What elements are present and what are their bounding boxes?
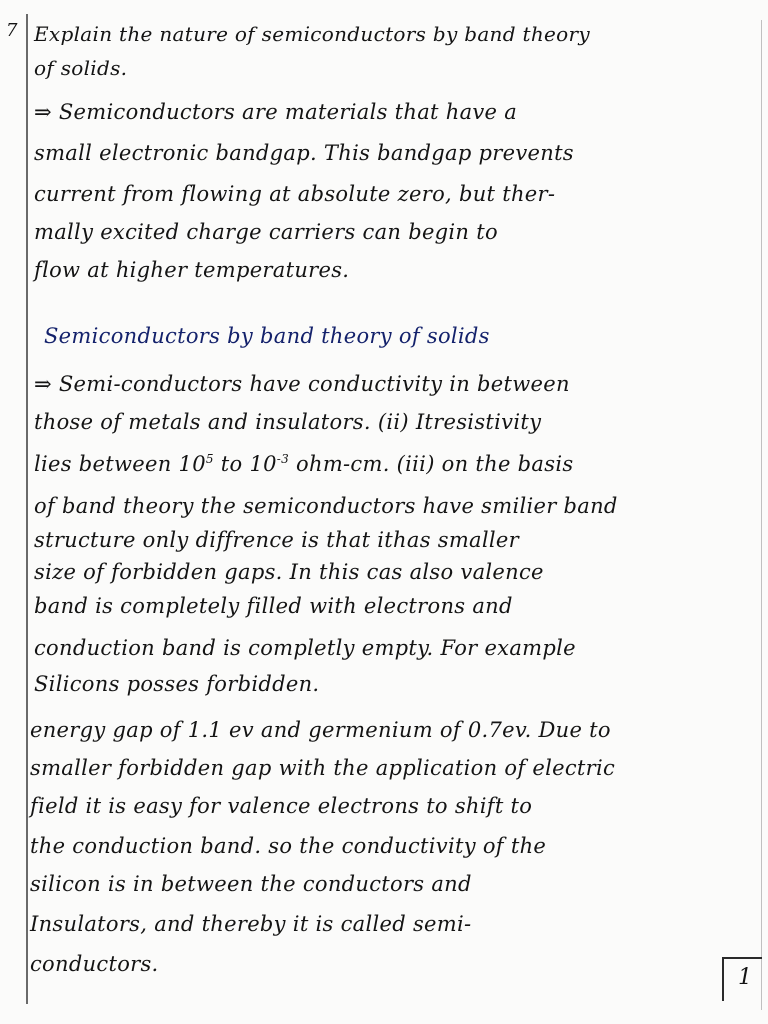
conclusion-line-3: field it is easy for valence electrons to shift to [30,794,533,818]
question-text-line-1: Explain the nature of semiconductors by band theory [34,22,590,46]
conclusion-line-6: Insulators, and thereby it is called semi- [30,912,472,936]
conclusion-line-1: energy gap of 1.1 ev and germenium of 0.7ev. Due to [30,718,611,742]
band-line-9: Silicons posses forbidden. [34,672,320,696]
page-edge [761,20,762,1010]
band-line-1: ⇒ Semi-conductors have conductivity in between [34,372,570,396]
conclusion-line-7: conductors. [30,952,159,976]
band-line-5: structure only diffrence is that ithas smaller [34,528,519,552]
exponent-2: -3 [276,452,290,466]
band-line-8: conduction band is completly empty. For example [34,636,576,660]
question-text-line-2: of solids. [34,56,128,80]
answer-line-1: ⇒ Semiconductors are materials that have a [34,100,518,124]
answer-line-2: small electronic bandgap. This bandgap prevents [34,141,574,165]
band-line-4: of band theory the semiconductors have smilier band [34,494,618,518]
page-number-box [722,957,762,1001]
exponent-1: 5 [205,452,214,466]
band-line-2: those of metals and insulators. (ii) Itresistivity [34,410,542,434]
answer-line-3: current from flowing at absolute zero, but ther- [34,182,556,206]
margin-line [26,14,28,1004]
band-line-3-c: ohm-cm. (iii) on the basis [289,452,574,476]
band-line-3-a: lies between 10 [34,452,206,476]
band-line-6: size of forbidden gaps. In this cas also valence [34,560,544,584]
page-number: 1 [738,965,752,990]
section-heading: Semiconductors by band theory of solids [44,324,490,348]
conclusion-line-2: smaller forbidden gap with the application of electric [30,756,616,780]
conclusion-line-5: silicon is in between the conductors and [30,872,472,896]
band-line-3 [34,452,756,476]
band-line-3-b: to 10 [213,452,277,476]
answer-line-4: mally excited charge carriers can begin to [34,220,498,244]
question-number: 7 [6,20,18,41]
band-line-7: band is completely filled with electrons and [34,594,513,618]
conclusion-line-4: the conduction band. so the conductivity of the [30,834,547,858]
answer-line-5: flow at higher temperatures. [34,258,350,282]
